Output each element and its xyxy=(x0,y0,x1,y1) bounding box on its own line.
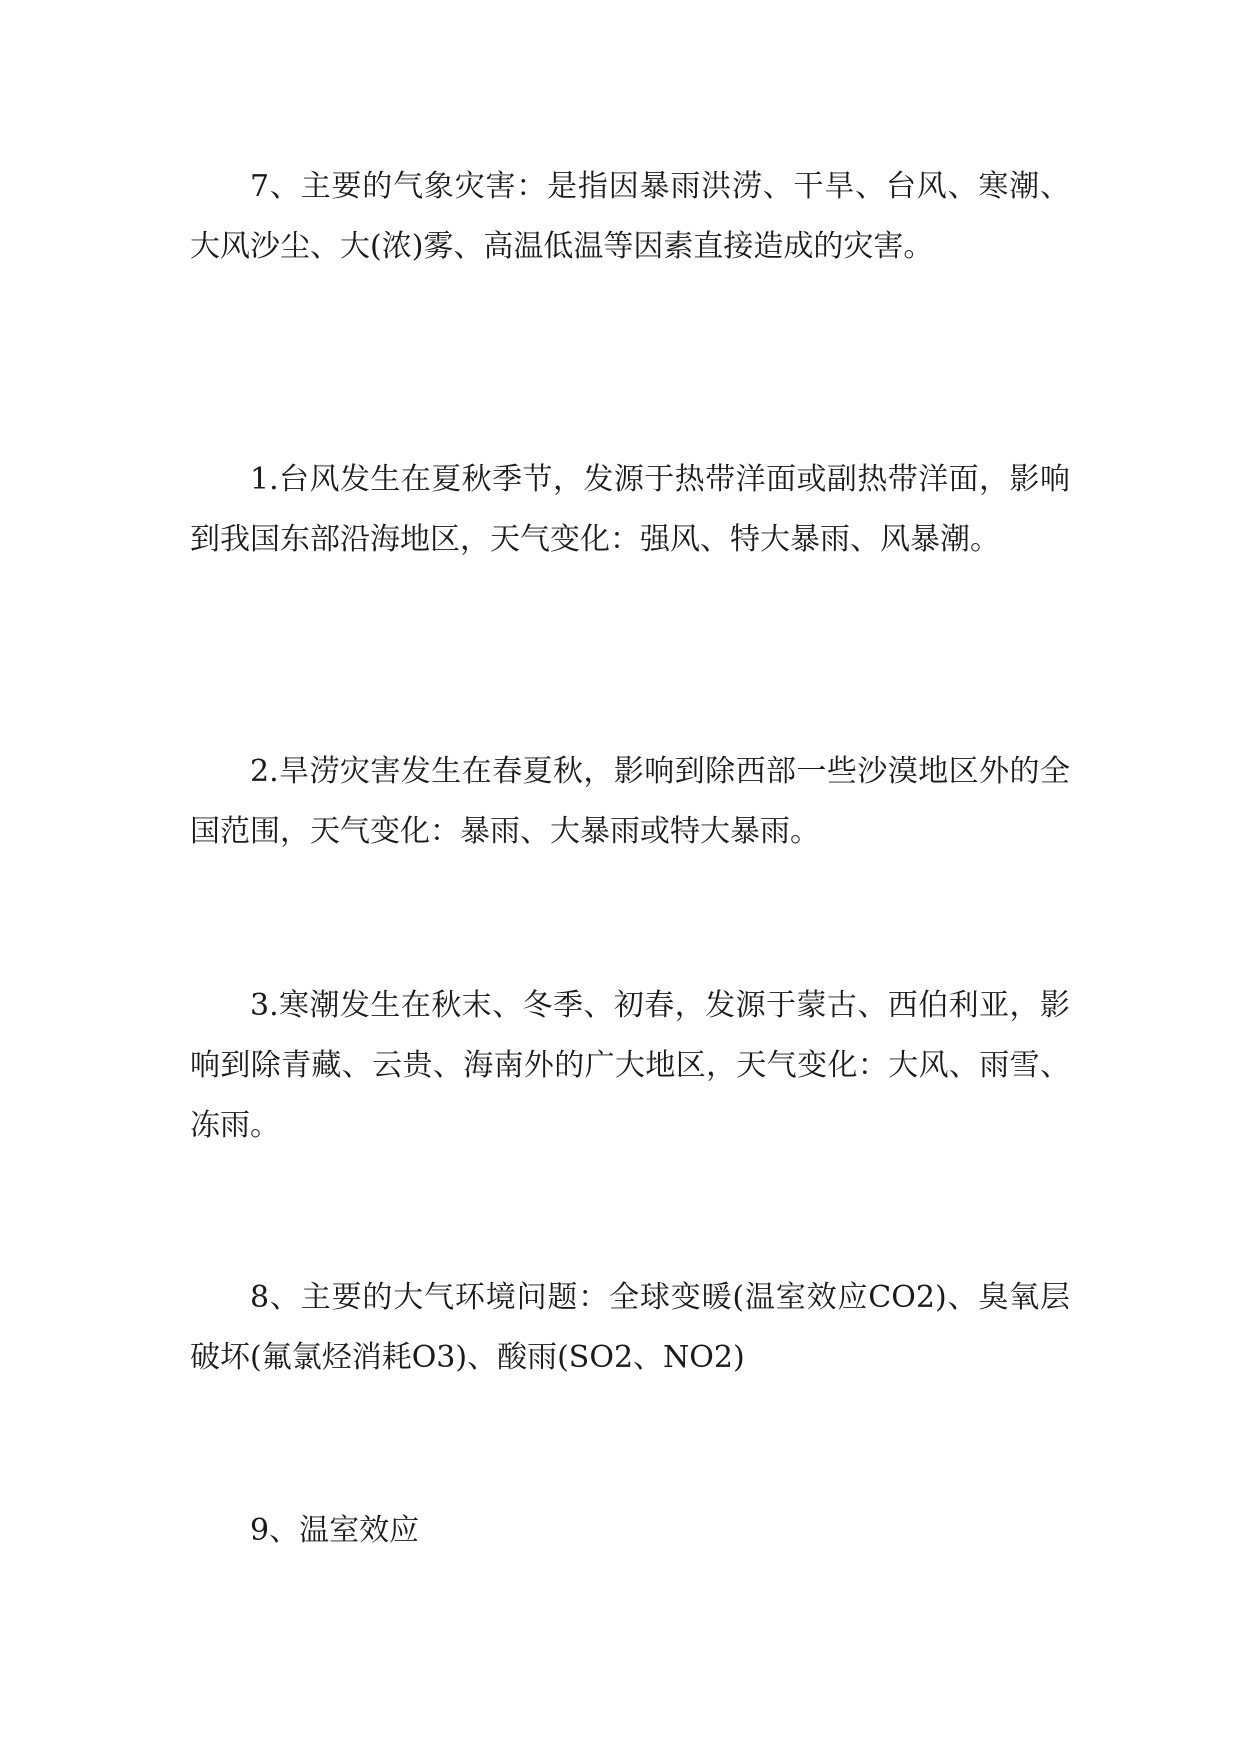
paragraph-meteorological-disasters: 7、主要的气象灾害：是指因暴雨洪涝、干旱、台风、寒潮、大风沙尘、大(浓)雾、高温低温等因素直接造成的灾害。 xyxy=(190,169,1070,264)
paragraph-greenhouse-effect: 9、温室效应 xyxy=(250,1513,420,1548)
paragraph-cold-wave: 3.寒潮发生在秋末、冬季、初春，发源于蒙古、西伯利亚，影响到除青藏、云贵、海南外的广大地区，天气变化：大风、雨雪、冻雨。 xyxy=(190,988,1070,1143)
paragraph-drought-flood: 2.旱涝灾害发生在春夏秋，影响到除西部一些沙漠地区外的全国范围，天气变化：暴雨、大暴雨或特大暴雨。 xyxy=(190,754,1070,849)
paragraph-atmospheric-problems: 8、主要的大气环境问题：全球变暖(温室效应CO2)、臭氧层破坏(氟氯烃消耗O3)、酸雨(SO2、NO2) xyxy=(190,1280,1070,1375)
paragraph-typhoon: 1.台风发生在夏秋季节，发源于热带洋面或副热带洋面，影响到我国东部沿海地区，天气变化：强风、特大暴雨、风暴潮。 xyxy=(190,462,1070,557)
